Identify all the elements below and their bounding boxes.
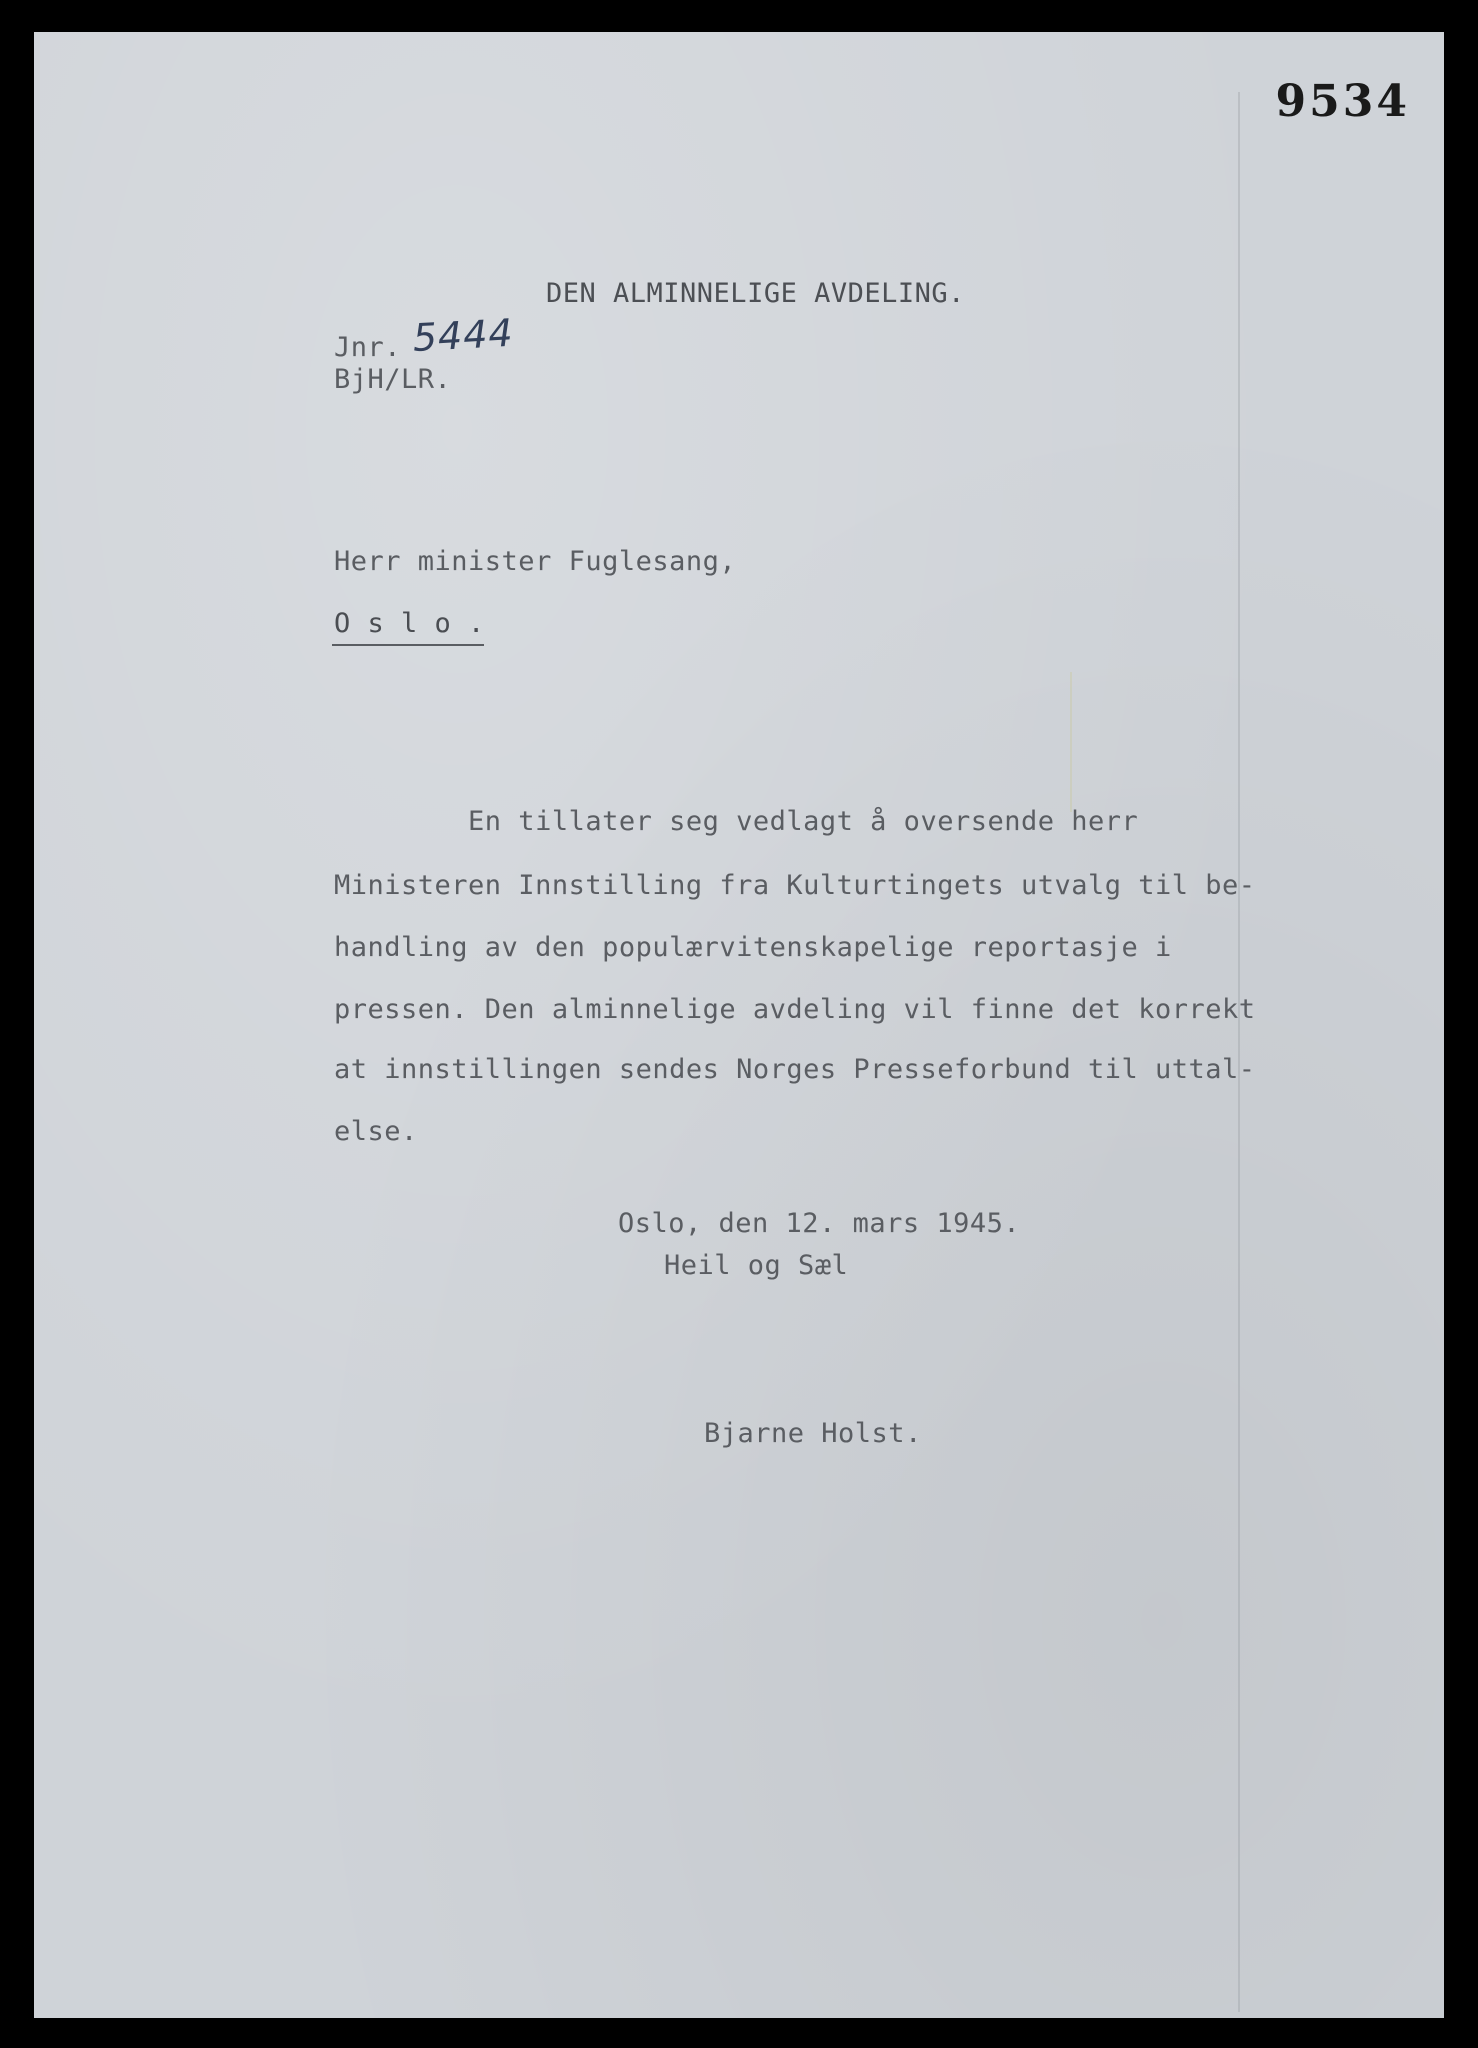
- greeting: Heil og Sæl: [664, 1250, 849, 1281]
- journal-number-handwritten: 5444: [411, 310, 515, 360]
- journal-label: Jnr.: [334, 332, 402, 363]
- page-number: 9534: [1275, 76, 1410, 127]
- paper-fold-line: [1238, 92, 1240, 2012]
- body-line: else.: [334, 1116, 418, 1147]
- initials: BjH/LR.: [334, 364, 452, 395]
- body-line: at innstillingen sendes Norges Presseforbund til uttal-: [334, 1054, 1256, 1085]
- recipient-city: O s l o .: [334, 608, 485, 639]
- body-line: handling av den populærvitenskapelige reportasje i: [334, 932, 1172, 963]
- body-line: Ministeren Innstilling fra Kulturtingets utvalg til be-: [334, 870, 1256, 901]
- body-line: En tillater seg vedlagt å oversende herr: [334, 806, 1139, 837]
- paper-mark: [1070, 672, 1072, 812]
- date-line: Oslo, den 12. mars 1945.: [618, 1208, 1021, 1239]
- recipient: Herr minister Fuglesang,: [334, 546, 737, 577]
- department-heading: DEN ALMINNELIGE AVDELING.: [546, 278, 965, 309]
- signature: Bjarne Holst.: [704, 1418, 922, 1449]
- document-page: [34, 32, 1444, 2018]
- body-line: pressen. Den alminnelige avdeling vil finne det korrekt: [334, 994, 1256, 1025]
- city-underline: [332, 644, 484, 646]
